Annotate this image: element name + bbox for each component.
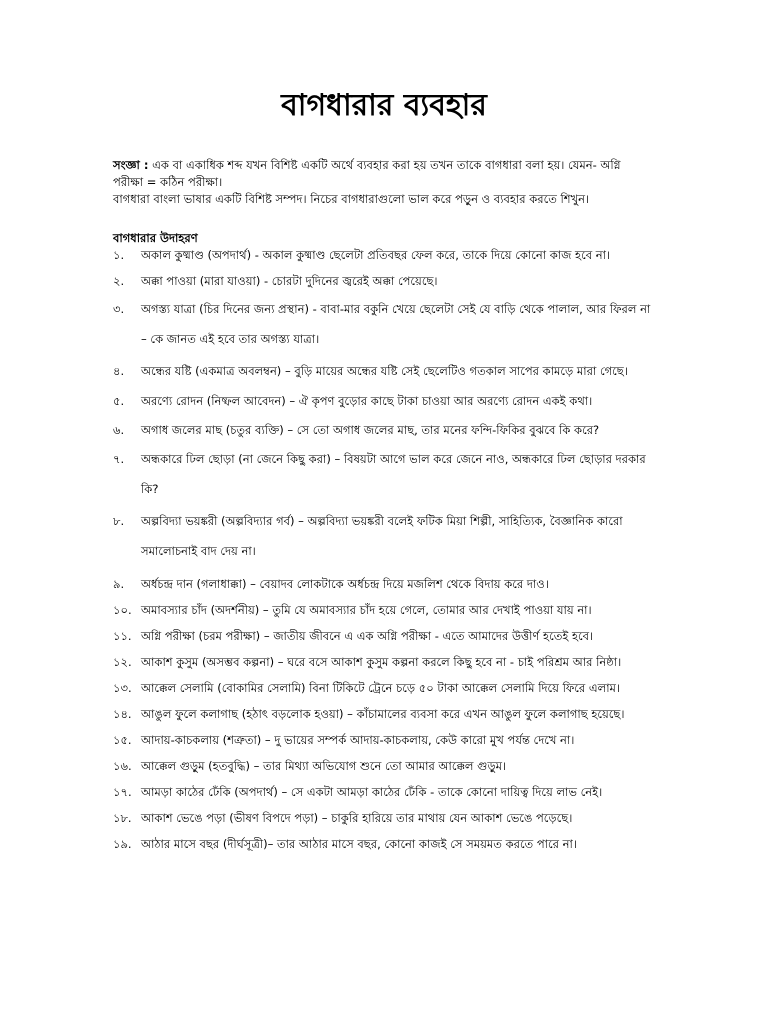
item-text: অক্কা পাওয়া (মারা যাওয়া) - চোরটা দুদিনের জ্বরেই অক্কা পেয়েছে।	[141, 274, 438, 288]
idiom-list-item	[113, 513, 673, 559]
item-text: অমাবস্যার চাঁদ (অদর্শনীয়) – তুমি যে অমাবস্যার চাঁদ হয়ে গেলে, তোমার আর দেখাই পাওয়া যায় না।	[141, 603, 592, 617]
item-text-block	[141, 422, 673, 438]
item-text-continuation: সমালোচনাই বাদ দেয় না।	[141, 544, 256, 558]
item-number: ১২.	[113, 655, 132, 669]
item-number: ১৮.	[113, 811, 132, 825]
idiom-list-item	[113, 628, 673, 644]
item-text-block	[141, 680, 673, 696]
item-number: ৩.	[113, 302, 125, 316]
idiom-list-item	[113, 732, 673, 748]
idiom-list-item	[113, 810, 673, 826]
item-number: ১৬.	[113, 759, 132, 773]
item-text: অন্ধের যষ্টি (একমাত্র অবলম্বন) – বুড়ি মায়ের অন্ধের যষ্টি সেই ছেলেটিও গতকাল সাপের কামড়ে মারা গেছে।	[141, 364, 628, 378]
item-text: আক্কেল সেলামি (বোকামির সেলামি) বিনা টিকিটে ট্রেনে চড়ে ৫০ টাকা আক্কেল সেলামি দিয়ে ফিরে এলাম।	[141, 681, 621, 695]
item-number: ১৭.	[113, 785, 132, 799]
item-number: ৭.	[113, 452, 125, 466]
item-text-block	[141, 363, 673, 379]
item-number: ৫.	[113, 394, 125, 408]
definition-text: এক বা একাধিক শব্দ যখন বিশিষ্ট একটি অর্থে ব্যবহার করা হয় তখন তাকে বাগধারা বলা হয়। যেমন- অগ্নি	[148, 158, 621, 172]
item-number: ১.	[113, 248, 125, 262]
item-text-block	[141, 301, 673, 347]
idiom-list-item	[113, 602, 673, 618]
idiom-list-item	[113, 273, 673, 289]
idiom-list-item	[113, 706, 673, 722]
item-text-block	[141, 836, 673, 852]
idiom-list-item	[113, 363, 673, 379]
item-text: অল্পবিদ্যা ভয়ঙ্করী (অল্পবিদ্যার গর্ব) – অল্পবিদ্যা ভয়ঙ্করী বলেই ফটিক মিয়া শিল্পী, সাহিত্যিক, বৈজ্ঞানিক কারো	[141, 514, 623, 528]
item-text-continuation: কি?	[141, 482, 159, 496]
item-text: আকাশ ভেঙে পড়া (ভীষণ বিপদে পড়া) – চাকুরি হারিয়ে তার মাথায় যেন আকাশ ভেঙে পড়েছে।	[141, 811, 573, 825]
item-text: অরণ্যে রোদন (নিষ্ফল আবেদন) – ঐ কৃপণ বুড়োর কাছে টাকা চাওয়া আর অরণ্যে রোদন একই কথা।	[141, 394, 593, 408]
item-text-block	[141, 784, 673, 800]
item-text-block	[141, 273, 673, 289]
idiom-list-item	[113, 422, 673, 438]
page-title: বাগধারার ব্যবহার	[281, 88, 487, 123]
idiom-list-item	[113, 393, 673, 409]
item-text-block	[141, 247, 673, 263]
item-text-block	[141, 654, 673, 670]
section-heading: বাগধারার উদাহরণ	[113, 231, 198, 245]
item-number: ২.	[113, 274, 125, 288]
item-text: আঠার মাসে বছর (দীর্ঘসূত্রী)– তার আঠার মাসে বছর, কোনো কাজই সে সময়মত করতে পারে না।	[141, 837, 577, 851]
item-text: আকাশ কুসুম (অসম্ভব কল্পনা) – ঘরে বসে আকাশ কুসুম কল্পনা করলে কিছু হবে না - চাই পরিশ্রম আর নিষ্ঠা।	[141, 655, 622, 669]
item-text-block	[141, 628, 673, 644]
idiom-list-item	[113, 836, 673, 852]
idiom-list-item	[113, 451, 673, 497]
item-text: আদায়-কাচকলায় (শত্রুতা) – দু ভায়ের সম্পর্ক আদায়-কাচকলায়, কেউ কারো মুখ পর্যন্ত দেখে না।	[141, 733, 575, 747]
item-text-block	[141, 576, 673, 592]
item-text-block	[141, 706, 673, 722]
item-text: আমড়া কাঠের ঢেঁকি (অপদার্থ) – সে একটা আমড়া কাঠের ঢেঁকি - তাকে কোনো দায়িত্ব দিয়ে লাভ নেই।	[141, 785, 603, 799]
item-number: ১৪.	[113, 707, 132, 721]
item-text: অন্ধকারে ঢিল ছোড়া (না জেনে কিছু করা) – বিষয়টা আগে ভাল করে জেনে নাও, অন্ধকারে ঢিল ছোড়ার দরকার	[141, 452, 646, 466]
item-text-block	[141, 758, 673, 774]
intro-line-3: বাগধারা বাংলা ভাষার একটি বিশিষ্ট সম্পদ। নিচের বাগধারাগুলো ভাল করে পড়ুন ও ব্যবহার করতে শিখুন।	[113, 192, 590, 206]
item-text-block	[141, 810, 673, 826]
item-text-continuation: – কে জানত এই হবে তার অগস্ত্য যাত্রা।	[141, 332, 320, 346]
item-text: অগাধ জলের মাছ (চতুর ব্যক্তি) – সে তো অগাধ জলের মাছ, তার মনের ফন্দি-ফিকির বুঝবে কি করে?	[141, 423, 600, 437]
item-text: অগ্নি পরীক্ষা (চরম পরীক্ষা) – জাতীয় জীবনে এ এক অগ্নি পরীক্ষা - এতে আমাদের উত্তীর্ণ হতেই হবে।	[141, 629, 594, 643]
item-number: ৮.	[113, 514, 125, 528]
item-number: ১৫.	[113, 733, 132, 747]
item-number: ১১.	[113, 629, 132, 643]
definition-lead: সংজ্ঞা :	[113, 158, 149, 172]
idiom-list-item	[113, 758, 673, 774]
item-number: ৬.	[113, 423, 125, 437]
item-text-block	[141, 602, 673, 618]
item-text-block	[141, 451, 673, 497]
idiom-list-item	[113, 247, 673, 263]
item-text: আঙুল ফুলে কলাগাছ (হঠাৎ বড়লোক হওয়া) – কাঁচামালের ব্যবসা করে এখন আঙুল ফুলে কলাগাছ হয়েছে।	[141, 707, 625, 721]
idiom-list-item	[113, 576, 673, 592]
item-number: ১৩.	[113, 681, 132, 695]
item-number: ৪.	[113, 364, 125, 378]
item-number: ৯.	[113, 577, 125, 591]
definition-line-2: পরীক্ষা = কঠিন পরীক্ষা।	[113, 175, 223, 189]
item-text: অকাল কুষ্মাণ্ড (অপদার্থ) - অকাল কুষ্মাণ্ড ছেলেটা প্রতিবছর ফেল করে, তাকে দিয়ে কোনো কাজ হবে না।	[141, 248, 611, 262]
idiom-list-item	[113, 680, 673, 696]
item-number: ১০.	[113, 603, 132, 617]
item-text-block	[141, 732, 673, 748]
idiom-list-item	[113, 301, 673, 347]
item-text: আক্কেল গুড়ুম (হতবুদ্ধি) – তার মিথ্যা অভিযোগ শুনে তো আমার আক্কেল গুড়ুম।	[141, 759, 507, 773]
item-number: ১৯.	[113, 837, 132, 851]
item-text: অগস্ত্য যাত্রা (চির দিনের জন্য প্রস্থান) - বাবা-মার বকুনি খেয়ে ছেলেটা সেই যে বাড়ি থেকে পালাল, আর ফিরল না	[141, 302, 651, 316]
item-text-block	[141, 393, 673, 409]
definition-line-1	[113, 157, 673, 173]
item-text-block	[141, 513, 673, 559]
idiom-list-item	[113, 654, 673, 670]
item-text: অর্ধচন্দ্র দান (গলাধাক্কা) – বেয়াদব লোকটাকে অর্ধচন্দ্র দিয়ে মজলিশ থেকে বিদায় করে দাও।	[141, 577, 549, 591]
idiom-list-item	[113, 784, 673, 800]
